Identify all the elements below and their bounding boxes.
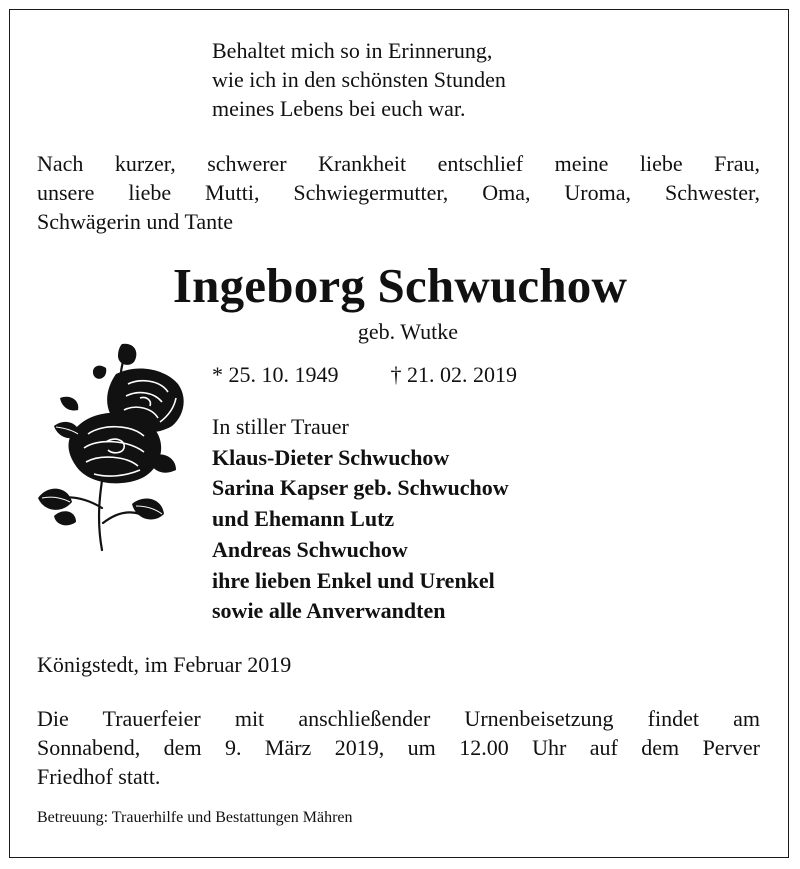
poem-line: Behaltet mich so in Erinnerung, xyxy=(212,38,493,63)
intro-line: unsere liebe Mutti, Schwiegermutter, Oma, Uroma, Schwester, xyxy=(37,180,760,205)
mourner: Andreas Schwuchow xyxy=(212,536,408,562)
funeral-home-credit: Betreuung: Trauerhilfe und Bestattungen Mähren xyxy=(37,809,353,826)
mourner: sowie alle Anverwandten xyxy=(212,598,446,624)
death-date: † 21. 02. 2019 xyxy=(390,362,517,387)
funeral-service-info xyxy=(37,704,760,791)
service-line: Sonnabend, dem 9. März 2019, um 12.00 Uhr auf dem Perver xyxy=(37,735,760,760)
service-line: Die Trauerfeier mit anschließender Urnenbeisetzung findet am xyxy=(37,706,760,731)
maiden-name: geb. Wutke xyxy=(357,319,459,344)
mourner: und Ehemann Lutz xyxy=(212,506,395,532)
intro-line: Schwägerin und Tante xyxy=(37,209,234,234)
poem-line: wie ich in den schönsten Stunden xyxy=(212,67,506,92)
place-date: Königstedt, im Februar 2019 xyxy=(37,652,292,677)
life-dates xyxy=(212,360,517,389)
memorial-poem xyxy=(212,36,506,123)
deceased-name: Ingeborg Schwuchow xyxy=(172,258,628,313)
mourner: Sarina Kapser geb. Schwuchow xyxy=(212,475,509,501)
mourners-block xyxy=(212,412,509,627)
mourning-intro: In stiller Trauer xyxy=(212,414,349,439)
mourner: ihre lieben Enkel und Urenkel xyxy=(212,567,495,593)
service-line: Friedhof statt. xyxy=(37,764,161,789)
birth-date: * 25. 10. 1949 xyxy=(212,362,339,387)
mourner: Klaus-Dieter Schwuchow xyxy=(212,444,450,470)
intro-line: Nach kurzer, schwerer Krankheit entschlief meine liebe Frau, xyxy=(37,151,760,176)
poem-line: meines Lebens bei euch war. xyxy=(212,96,466,121)
death-announcement xyxy=(37,149,760,236)
rose-icon xyxy=(36,338,186,556)
